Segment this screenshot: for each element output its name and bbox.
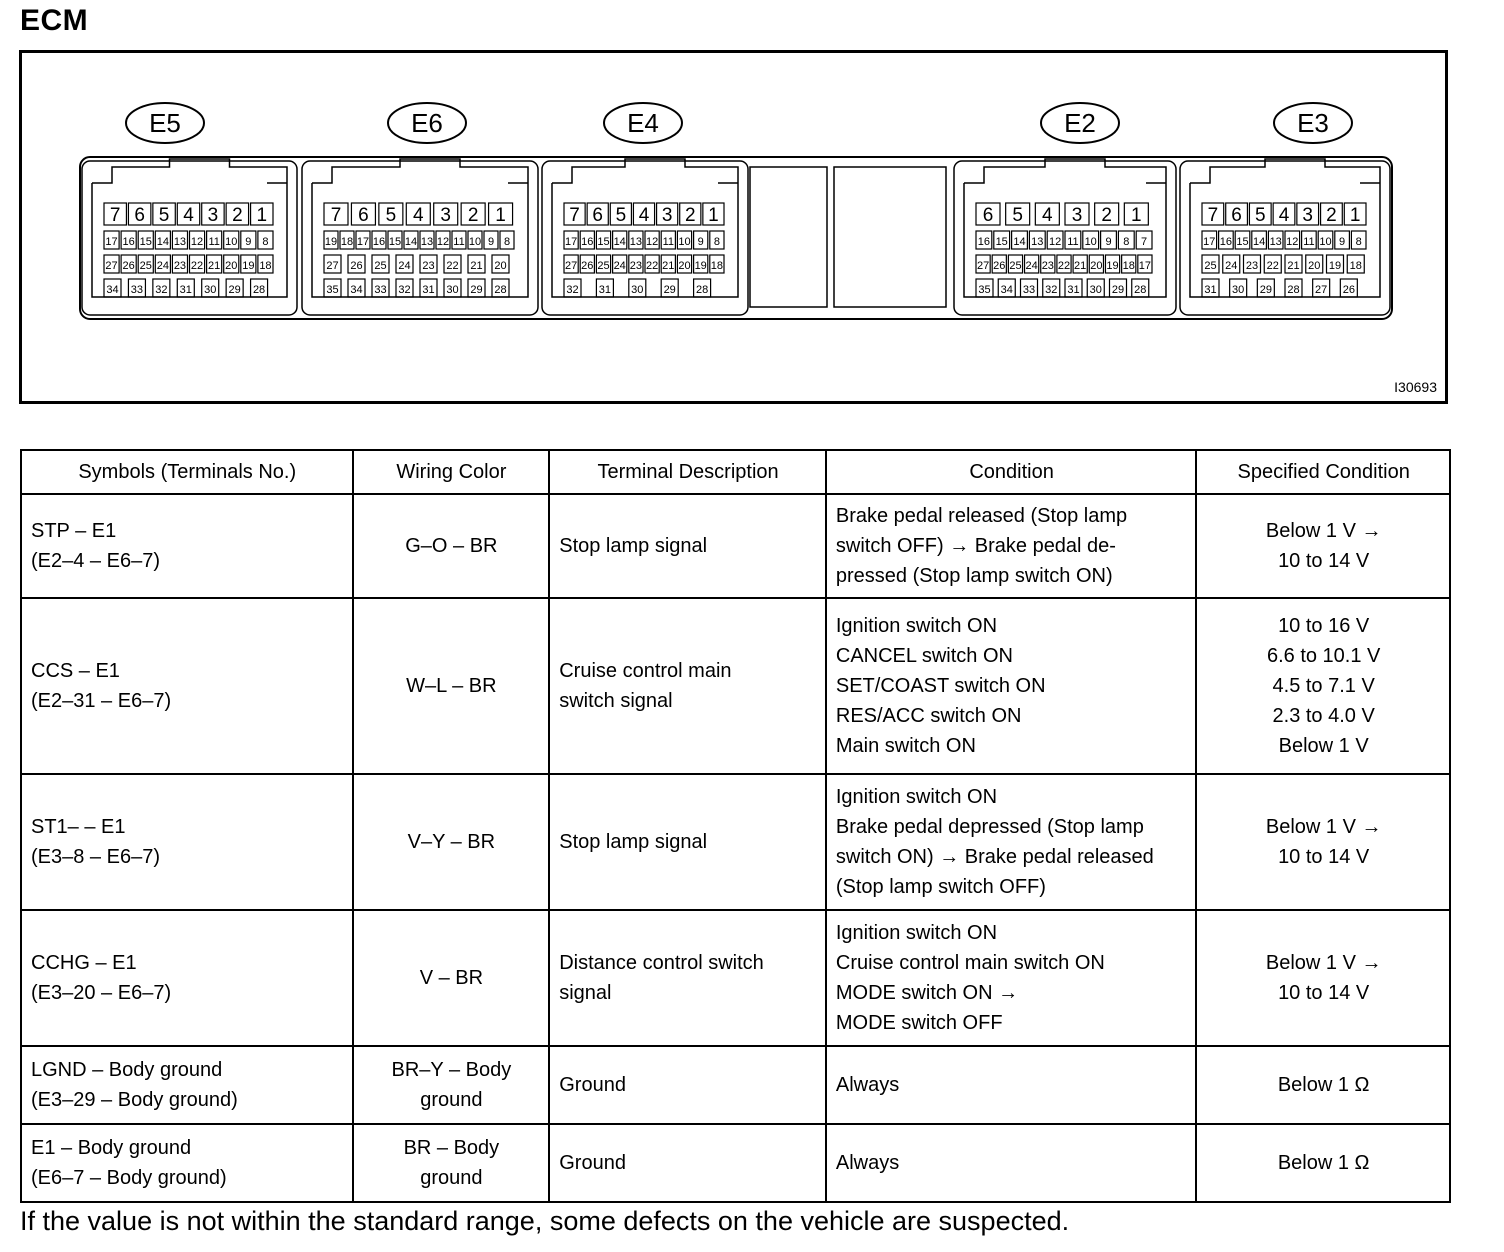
pin-number: 10: [678, 236, 691, 248]
wiring-color-cell: W–L – BR: [353, 598, 550, 774]
pin-number: 14: [613, 236, 626, 248]
table-row: [21, 598, 1450, 774]
pin-number: 1: [256, 205, 268, 226]
pin-number: 21: [1074, 260, 1087, 272]
pin-number: 31: [1067, 284, 1080, 296]
pin-number: 4: [638, 205, 650, 226]
pin-number: 16: [581, 236, 594, 248]
pin-number: 12: [1048, 236, 1062, 248]
pin-number: 33: [130, 284, 144, 296]
table-row: [21, 1046, 1450, 1124]
pin-number: 25: [597, 260, 610, 272]
pin-number: 28: [1134, 284, 1147, 296]
pin-number: 21: [1287, 260, 1300, 272]
pin-number: 2: [684, 205, 696, 226]
pin-number: 22: [446, 260, 459, 272]
pin-number: 12: [436, 236, 450, 248]
pin-number: 25: [1204, 260, 1217, 272]
pin-number: 21: [208, 260, 221, 272]
wiring-color-cell: V–Y – BR: [353, 774, 550, 910]
pin-number: 7: [1141, 236, 1148, 248]
pin-number: 6: [1231, 205, 1242, 226]
connector-label: E5: [149, 108, 181, 138]
blank-block: [750, 167, 827, 307]
pin-number: 29: [470, 284, 483, 296]
pin-number: 17: [1203, 236, 1216, 248]
pin-number: 30: [631, 284, 644, 296]
header-wiring-color: Wiring Color: [353, 450, 550, 494]
condition-cell: Ignition switch ON Brake pedal depressed (Stop lamp switch ON) → Brake pedal released (Stop lamp switch OFF): [826, 774, 1196, 910]
pin-number: 7: [330, 205, 342, 226]
pin-number: 30: [204, 284, 217, 296]
pin-number: 7: [109, 205, 121, 226]
pin-number: 5: [385, 205, 397, 226]
pin-number: 26: [122, 260, 135, 272]
pin-number: 26: [581, 260, 594, 272]
specified-condition-cell: 10 to 16 V 6.6 to 10.1 V 4.5 to 7.1 V 2.3 to 4.0 V Below 1 V: [1196, 598, 1450, 774]
pin-number: 24: [1025, 260, 1038, 272]
pin-number: 15: [388, 236, 402, 248]
pin-number: 11: [662, 236, 675, 248]
pin-number: 6: [592, 205, 604, 226]
pin-number: 2: [1326, 205, 1337, 226]
pin-number: 10: [225, 236, 238, 248]
pin-number: 22: [1057, 260, 1071, 272]
pin-number: 14: [1013, 236, 1026, 248]
symbol-cell: CCHG – E1 (E3–20 – E6–7): [21, 910, 353, 1046]
pin-number: 33: [374, 284, 387, 296]
pin-number: 11: [1067, 236, 1079, 248]
pin-number: 9: [1105, 236, 1112, 248]
pin-number: 18: [1122, 260, 1135, 272]
pin-number: 12: [190, 236, 204, 248]
pin-number: 28: [494, 284, 507, 296]
pin-number: 29: [1111, 284, 1125, 296]
pin-number: 23: [173, 260, 187, 272]
connector-outline: [92, 159, 287, 297]
condition-cell: Always: [826, 1124, 1196, 1202]
connector-outline: [1190, 159, 1380, 297]
description-cell: Ground: [549, 1124, 826, 1202]
table-row: [21, 910, 1450, 1046]
pin-number: 18: [259, 260, 272, 272]
pin-number: 31: [179, 284, 192, 296]
pin-number: 19: [694, 260, 707, 272]
pin-number: 35: [326, 284, 339, 296]
pin-number: 16: [1219, 236, 1233, 248]
pin-number: 17: [564, 236, 578, 248]
ecm-connector-diagram: [19, 50, 1448, 404]
pin-number: 7: [569, 205, 580, 226]
pin-number: 18: [340, 236, 354, 248]
pin-number: 25: [374, 260, 387, 272]
pin-number: 28: [695, 284, 709, 296]
pin-number: 3: [440, 205, 452, 226]
pin-number: 24: [613, 260, 626, 272]
pin-number: 28: [1287, 284, 1300, 296]
pin-number: 10: [1319, 236, 1332, 248]
pin-number: 27: [326, 260, 339, 272]
pin-number: 30: [1232, 284, 1245, 296]
pin-number: 3: [661, 205, 673, 226]
wiring-color-cell: G–O – BR: [353, 494, 550, 598]
header-symbols: Symbols (Terminals No.): [21, 450, 353, 494]
table-row: [21, 494, 1450, 598]
pin-number: 27: [105, 260, 118, 272]
footnote: If the value is not within the standard range, some defects on the vehicle are suspected.: [20, 1206, 1070, 1236]
condition-cell: Ignition switch ON CANCEL switch ON SET/COAST switch ON RES/ACC switch ON Main switch ON: [826, 598, 1196, 774]
pin-number: 8: [1355, 236, 1362, 248]
pin-number: 8: [713, 236, 720, 248]
pin-number: 30: [1089, 284, 1102, 296]
pin-number: 19: [1106, 260, 1119, 272]
specified-condition-cell: Below 1 V → 10 to 14 V: [1196, 494, 1450, 598]
symbol-cell: E1 – Body ground (E6–7 – Body ground): [21, 1124, 353, 1202]
pin-number: 15: [995, 236, 1008, 248]
header-specified-condition: Specified Condition: [1196, 450, 1450, 494]
pin-number: 23: [1245, 260, 1259, 272]
pin-number: 13: [420, 236, 434, 248]
connector-label: E2: [1064, 108, 1096, 138]
description-cell: Stop lamp signal: [549, 494, 826, 598]
pin-number: 9: [1339, 236, 1346, 248]
pin-number: 25: [139, 260, 152, 272]
pin-number: 30: [446, 284, 459, 296]
header-terminal-description: Terminal Description: [549, 450, 826, 494]
pin-number: 15: [139, 236, 152, 248]
pin-number: 2: [232, 205, 243, 226]
pin-number: 6: [982, 205, 994, 226]
pin-number: 29: [228, 284, 241, 296]
description-cell: Stop lamp signal: [549, 774, 826, 910]
pin-number: 16: [372, 236, 386, 248]
pin-number: 23: [1041, 260, 1054, 272]
pin-number: 26: [1342, 284, 1355, 296]
pin-number: 32: [398, 284, 411, 296]
pin-number: 2: [467, 205, 479, 226]
pin-number: 24: [156, 260, 169, 272]
ecm-housing: [80, 157, 1392, 319]
connector-outline: [964, 159, 1166, 297]
description-cell: Ground: [549, 1046, 826, 1124]
pin-number: 11: [1303, 236, 1315, 248]
pin-number: 18: [710, 260, 724, 272]
connector-label: E4: [627, 108, 659, 138]
pin-number: 13: [629, 236, 643, 248]
pin-number: 6: [358, 205, 369, 226]
header-condition: Condition: [826, 450, 1196, 494]
pin-number: 9: [697, 236, 704, 248]
specified-condition-cell: Below 1 Ω: [1196, 1124, 1450, 1202]
symbol-cell: LGND – Body ground (E3–29 – Body ground): [21, 1046, 353, 1124]
connector-drawing: [22, 53, 1445, 401]
pin-number: 31: [598, 284, 612, 296]
pin-number: 23: [629, 260, 643, 272]
condition-cell: Ignition switch ON Cruise control main switch ON MODE switch ON → MODE switch OFF: [826, 910, 1196, 1046]
pin-number: 17: [1138, 260, 1152, 272]
pin-number: 27: [976, 260, 990, 272]
pin-number: 4: [1042, 205, 1053, 226]
pin-number: 5: [1254, 205, 1266, 226]
pin-number: 2: [1101, 205, 1112, 226]
pin-number: 20: [225, 260, 238, 272]
pin-number: 10: [468, 236, 482, 248]
pin-number: 11: [208, 236, 220, 248]
pin-number: 21: [470, 260, 483, 272]
specified-condition-cell: Below 1 V → 10 to 14 V: [1196, 774, 1450, 910]
pin-number: 23: [422, 260, 435, 272]
pin-number: 13: [173, 236, 187, 248]
pin-number: 24: [1225, 260, 1238, 272]
pin-number: 16: [122, 236, 135, 248]
pin-number: 8: [262, 236, 269, 248]
pin-number: 1: [1131, 205, 1142, 226]
pin-number: 17: [105, 236, 118, 248]
pin-number: 1: [708, 205, 719, 226]
specified-condition-cell: Below 1 Ω: [1196, 1046, 1450, 1124]
pin-number: 4: [183, 205, 194, 226]
pin-number: 22: [645, 260, 659, 272]
description-cell: Distance control switch signal: [549, 910, 826, 1046]
pin-number: 20: [678, 260, 691, 272]
pin-number: 31: [422, 284, 435, 296]
pin-number: 20: [494, 260, 507, 272]
specified-condition-cell: Below 1 V → 10 to 14 V: [1196, 910, 1450, 1046]
pin-number: 4: [412, 205, 424, 226]
pin-number: 33: [1022, 284, 1036, 296]
pin-number: 34: [1000, 284, 1013, 296]
pin-number: 18: [1349, 260, 1362, 272]
pin-number: 19: [1328, 260, 1342, 272]
pin-number: 26: [350, 260, 363, 272]
pin-number: 32: [1045, 284, 1058, 296]
pin-number: 15: [1236, 236, 1249, 248]
pin-number: 17: [356, 236, 370, 248]
pin-number: 25: [1009, 260, 1022, 272]
pin-number: 14: [404, 236, 418, 248]
pin-number: 10: [1084, 236, 1097, 248]
terminal-spec-table: [20, 449, 1451, 1203]
connector-outline: [552, 159, 738, 297]
pin-number: 14: [156, 236, 169, 248]
page-title: ECM: [20, 4, 89, 37]
pin-number: 8: [1123, 236, 1130, 248]
figure-id: I30693: [1394, 379, 1437, 395]
condition-cell: Always: [826, 1046, 1196, 1124]
blank-block: [834, 167, 946, 307]
pin-number: 5: [615, 205, 627, 226]
pin-number: 32: [155, 284, 168, 296]
pin-number: 14: [1252, 236, 1266, 248]
symbol-cell: ST1– – E1 (E3–8 – E6–7): [21, 774, 353, 910]
pin-number: 8: [503, 236, 511, 248]
pin-number: 3: [1071, 205, 1083, 226]
pin-number: 19: [324, 236, 338, 248]
symbol-cell: CCS – E1 (E2–31 – E6–7): [21, 598, 353, 774]
condition-cell: Brake pedal released (Stop lamp switch OFF) → Brake pedal de- pressed (Stop lamp switch ON): [826, 494, 1196, 598]
pin-number: 13: [1031, 236, 1044, 248]
pin-number: 21: [662, 260, 675, 272]
pin-number: 22: [190, 260, 204, 272]
pin-number: 3: [1302, 205, 1314, 226]
connector-label: E3: [1297, 108, 1329, 138]
pin-number: 28: [252, 284, 266, 296]
pin-number: 5: [1012, 205, 1023, 226]
connector-label: E6: [411, 108, 443, 138]
description-cell: Cruise control main switch signal: [549, 598, 826, 774]
pin-number: 7: [1207, 205, 1219, 226]
pin-number: 27: [1315, 284, 1328, 296]
pin-number: 9: [487, 236, 495, 248]
pin-number: 29: [1259, 284, 1272, 296]
pin-number: 31: [1204, 284, 1217, 296]
pin-number: 27: [564, 260, 578, 272]
table-row: [21, 774, 1450, 910]
pin-number: 1: [1349, 205, 1361, 226]
pin-number: 16: [977, 236, 991, 248]
pin-number: 34: [106, 284, 119, 296]
pin-number: 13: [1269, 236, 1282, 248]
pin-number: 35: [978, 284, 991, 296]
pin-number: 12: [1286, 236, 1299, 248]
pin-number: 9: [245, 236, 252, 248]
pin-number: 15: [597, 236, 610, 248]
pin-number: 22: [1266, 260, 1279, 272]
pin-number: 3: [207, 205, 219, 226]
pin-number: 20: [1308, 260, 1321, 272]
pin-number: 19: [242, 260, 255, 272]
table-header-row: [21, 450, 1450, 494]
pin-number: 4: [1278, 205, 1290, 226]
pin-number: 5: [158, 205, 170, 226]
wiring-color-cell: V – BR: [353, 910, 550, 1046]
wiring-color-cell: BR – Body ground: [353, 1124, 550, 1202]
pin-number: 34: [350, 284, 363, 296]
pin-number: 12: [645, 236, 659, 248]
pin-number: 29: [663, 284, 676, 296]
wiring-color-cell: BR–Y – Body ground: [353, 1046, 550, 1124]
pin-number: 1: [495, 205, 506, 226]
symbol-cell: STP – E1 (E2–4 – E6–7): [21, 494, 353, 598]
pin-number: 11: [453, 236, 465, 248]
pin-number: 24: [398, 260, 411, 272]
pin-number: 32: [566, 284, 579, 296]
connector-outline: [312, 159, 528, 297]
pin-number: 26: [993, 260, 1006, 272]
pin-number: 6: [134, 205, 145, 226]
pin-number: 20: [1090, 260, 1103, 272]
table-row: [21, 1124, 1450, 1202]
